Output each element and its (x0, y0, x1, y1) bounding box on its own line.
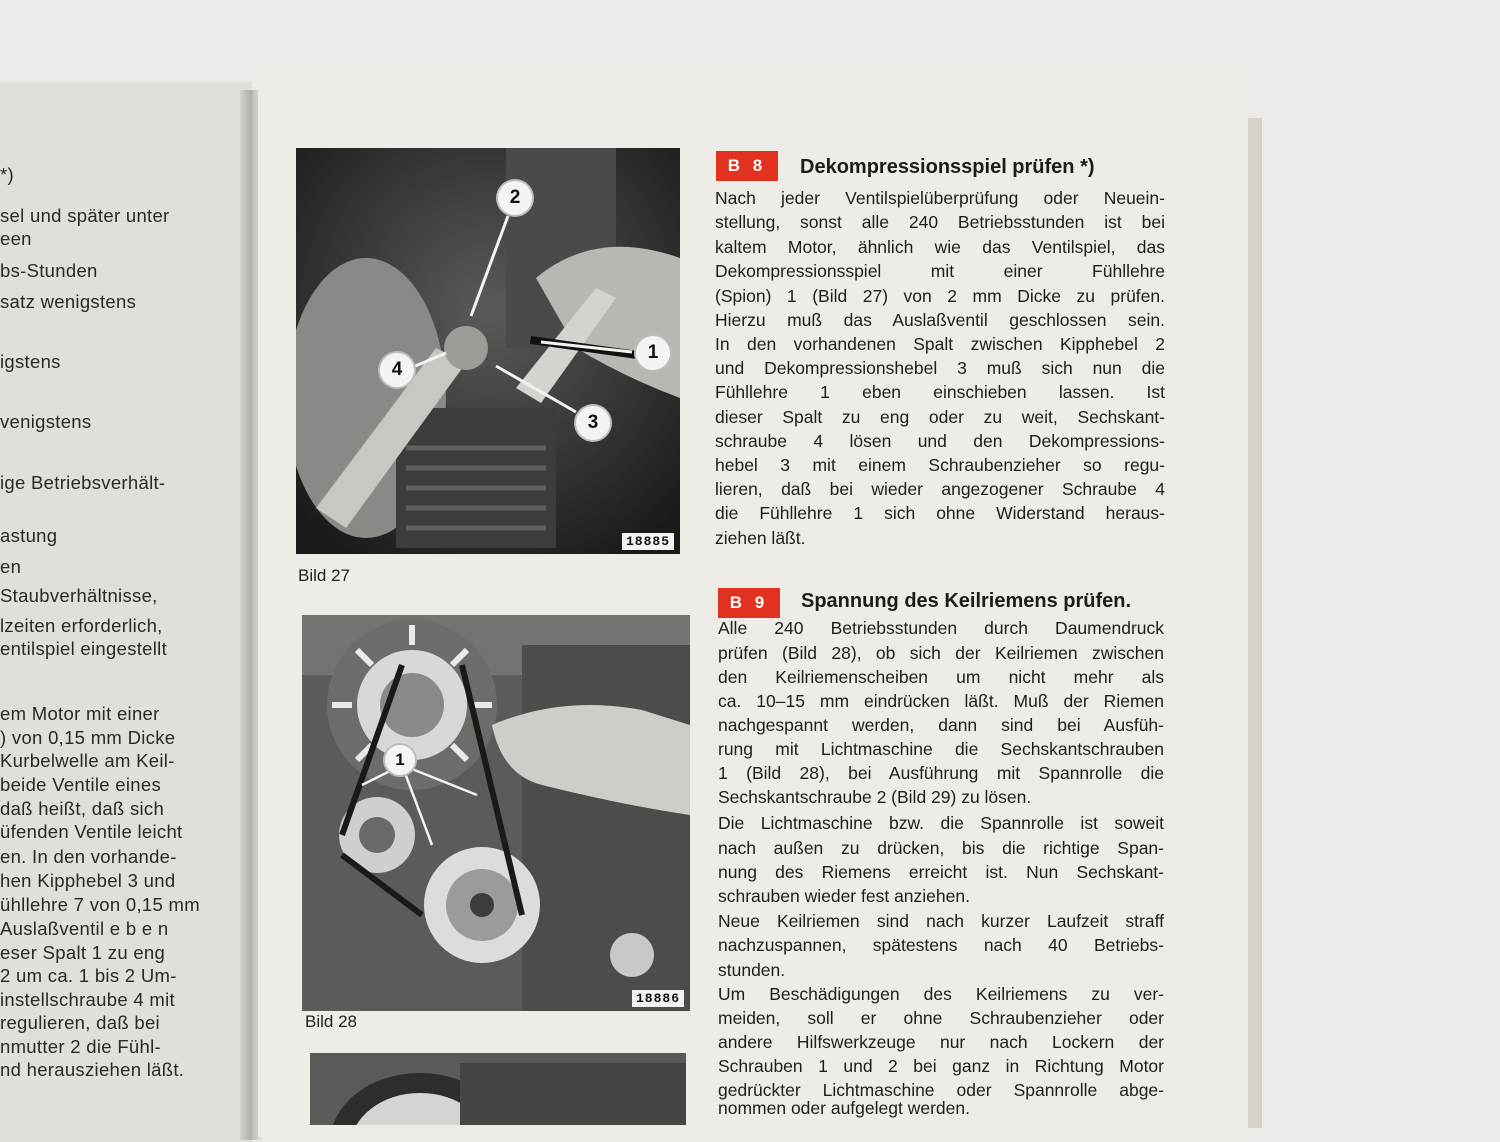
section-title-b9: Spannung des Keilriemens prüfen. (801, 590, 1132, 612)
left-line: satz wenigstens (0, 291, 137, 312)
text-line: hebel 3 mit einem Schraubenzieher so regu- (715, 457, 1165, 475)
text-line: Alle 240 Betriebsstunden durch Daumendruck (718, 620, 1164, 638)
text-line: nachgespannt werden, dann sind bei Ausfüh- (718, 717, 1164, 735)
callout-1: 1 (385, 745, 415, 775)
left-line: hen Kipphebel 3 und (0, 870, 176, 891)
text-line: 1 (Bild 28), bei Ausführung mit Spannrolle die (718, 765, 1164, 783)
left-line: beide Ventile eines (0, 774, 162, 795)
left-line: lzeiten erforderlich, (0, 615, 163, 636)
text-line: nach außen zu drücken, bis die richtige Span- (718, 840, 1164, 858)
left-line: regulieren, daß bei (0, 1012, 160, 1033)
caption-bild-28: Bild 28 (305, 1012, 357, 1031)
fan-illustration (310, 1053, 686, 1125)
left-line: *) (0, 164, 14, 185)
left-line: igstens (0, 351, 61, 372)
text-line: kaltem Motor, ähnlich wie das Ventilspiel, das (715, 239, 1165, 257)
text-line: meiden, soll er ohne Schraubenzieher oder (718, 1010, 1164, 1028)
text-line: In den vorhandenen Spalt zwischen Kipphebel 2 (715, 336, 1165, 354)
left-line: em Motor mit einer (0, 703, 160, 724)
callout-1: 1 (636, 336, 670, 370)
text-line: andere Hilfswerkzeuge nur nach Lockern der (718, 1034, 1164, 1052)
left-line: ühllehre 7 von 0,15 mm (0, 894, 200, 915)
left-line: en. In den vorhande- (0, 846, 177, 867)
text-line: schraube 4 lösen und den Dekompressions- (715, 433, 1165, 451)
left-line: venigstens (0, 411, 92, 432)
text-line: dieser Spalt zu eng oder zu weit, Sechskant- (715, 409, 1165, 427)
text-line: Sechskantschraube 2 (Bild 29) zu lösen. (718, 789, 1032, 807)
left-line: daß heißt, daß sich (0, 798, 165, 819)
left-line: en (0, 556, 22, 577)
left-line: ) von 0,15 mm Dicke (0, 727, 176, 748)
text-line: ziehen läßt. (715, 530, 806, 548)
engine-photo-bild-27 (296, 148, 680, 554)
photo-id: 18885 (622, 533, 674, 550)
text-line: Nach jeder Ventilspielüberprüfung oder Neuein- (715, 190, 1165, 208)
callout-3: 3 (576, 406, 610, 440)
text-line: die Fühllehre 1 sich ohne Widerstand heraus- (715, 505, 1165, 523)
left-line: ige Betriebsverhält- (0, 472, 166, 493)
engine-valve-illustration (296, 148, 680, 554)
text-line: und Dekompressionshebel 3 muß sich nun die (715, 360, 1165, 378)
text-line: nung des Riemens erreicht ist. Nun Sechskant- (718, 864, 1164, 882)
left-line: instellschraube 4 mit (0, 989, 175, 1010)
left-line: Kurbelwelle am Keil- (0, 750, 175, 771)
text-line: ca. 10–15 mm eindrücken läßt. Muß der Riemen (718, 693, 1164, 711)
text-line: den Keilriemenscheiben um nicht mehr als (718, 669, 1164, 687)
left-line: bs-Stunden (0, 260, 98, 281)
text-line: Um Beschädigungen des Keilriemens zu ver- (718, 986, 1164, 1004)
left-line: sel und später unter (0, 205, 170, 226)
left-line: astung (0, 525, 58, 546)
left-line: Staubverhältnisse, (0, 585, 158, 606)
text-line: Dekompressionsspiel mit einer Fühllehre (715, 263, 1165, 281)
callout-4: 4 (380, 353, 414, 387)
text-line: schrauben wieder fest anziehen. (718, 888, 970, 906)
fan-belt-illustration (302, 615, 690, 1011)
engine-photo-bild-29-partial (310, 1053, 686, 1125)
left-line: eser Spalt 1 zu eng (0, 942, 166, 963)
section-title-b8: Dekompressionsspiel prüfen *) (800, 156, 1095, 178)
text-line: prüfen (Bild 28), ob sich der Keilriemen zwischen (718, 645, 1164, 663)
text-line: nachzuspannen, spätestens nach 40 Betriebs- (718, 937, 1164, 955)
photo-id: 18886 (632, 990, 684, 1007)
text-line: lieren, daß bei wieder angezogener Schraube 4 (715, 481, 1165, 499)
left-line: üfenden Ventile leicht (0, 821, 183, 842)
left-line: Auslaßventil e b e n (0, 918, 169, 939)
text-line: Fühllehre 1 eben einschieben lassen. Ist (715, 384, 1165, 402)
text-line: Hierzu muß das Auslaßventil geschlossen sein. (715, 312, 1165, 330)
text-line: Schrauben 1 und 2 bei ganz in Richtung Motor (718, 1058, 1164, 1076)
text-line: Neue Keilriemen sind nach kurzer Laufzeit straff (718, 913, 1164, 931)
left-line: entilspiel eingestellt (0, 638, 168, 659)
left-line: nmutter 2 die Fühl- (0, 1036, 161, 1057)
caption-bild-27: Bild 27 (298, 566, 350, 585)
left-line: 2 um ca. 1 bis 2 Um- (0, 965, 177, 986)
text-line: (Spion) 1 (Bild 27) von 2 mm Dicke zu prüfen. (715, 288, 1165, 306)
section-badge-b8: B 8 (716, 151, 778, 181)
left-line: nd herausziehen läßt. (0, 1059, 185, 1080)
text-line: stellung, sonst alle 240 Betriebsstunden ist bei (715, 214, 1165, 232)
text-line: stunden. (718, 962, 786, 980)
text-line: Die Lichtmaschine bzw. die Spannrolle ist soweit (718, 815, 1164, 833)
callout-2: 2 (498, 181, 532, 215)
engine-photo-bild-28 (302, 615, 690, 1011)
section-badge-b9: B 9 (718, 588, 780, 618)
left-line: een (0, 228, 32, 249)
text-line: rung mit Lichtmaschine die Sechskantschrauben (718, 741, 1164, 759)
text-line: gedrückter Lichtmaschine oder Spannrolle abge- (718, 1082, 1164, 1100)
text-line: nommen oder aufgelegt werden. (718, 1100, 970, 1118)
